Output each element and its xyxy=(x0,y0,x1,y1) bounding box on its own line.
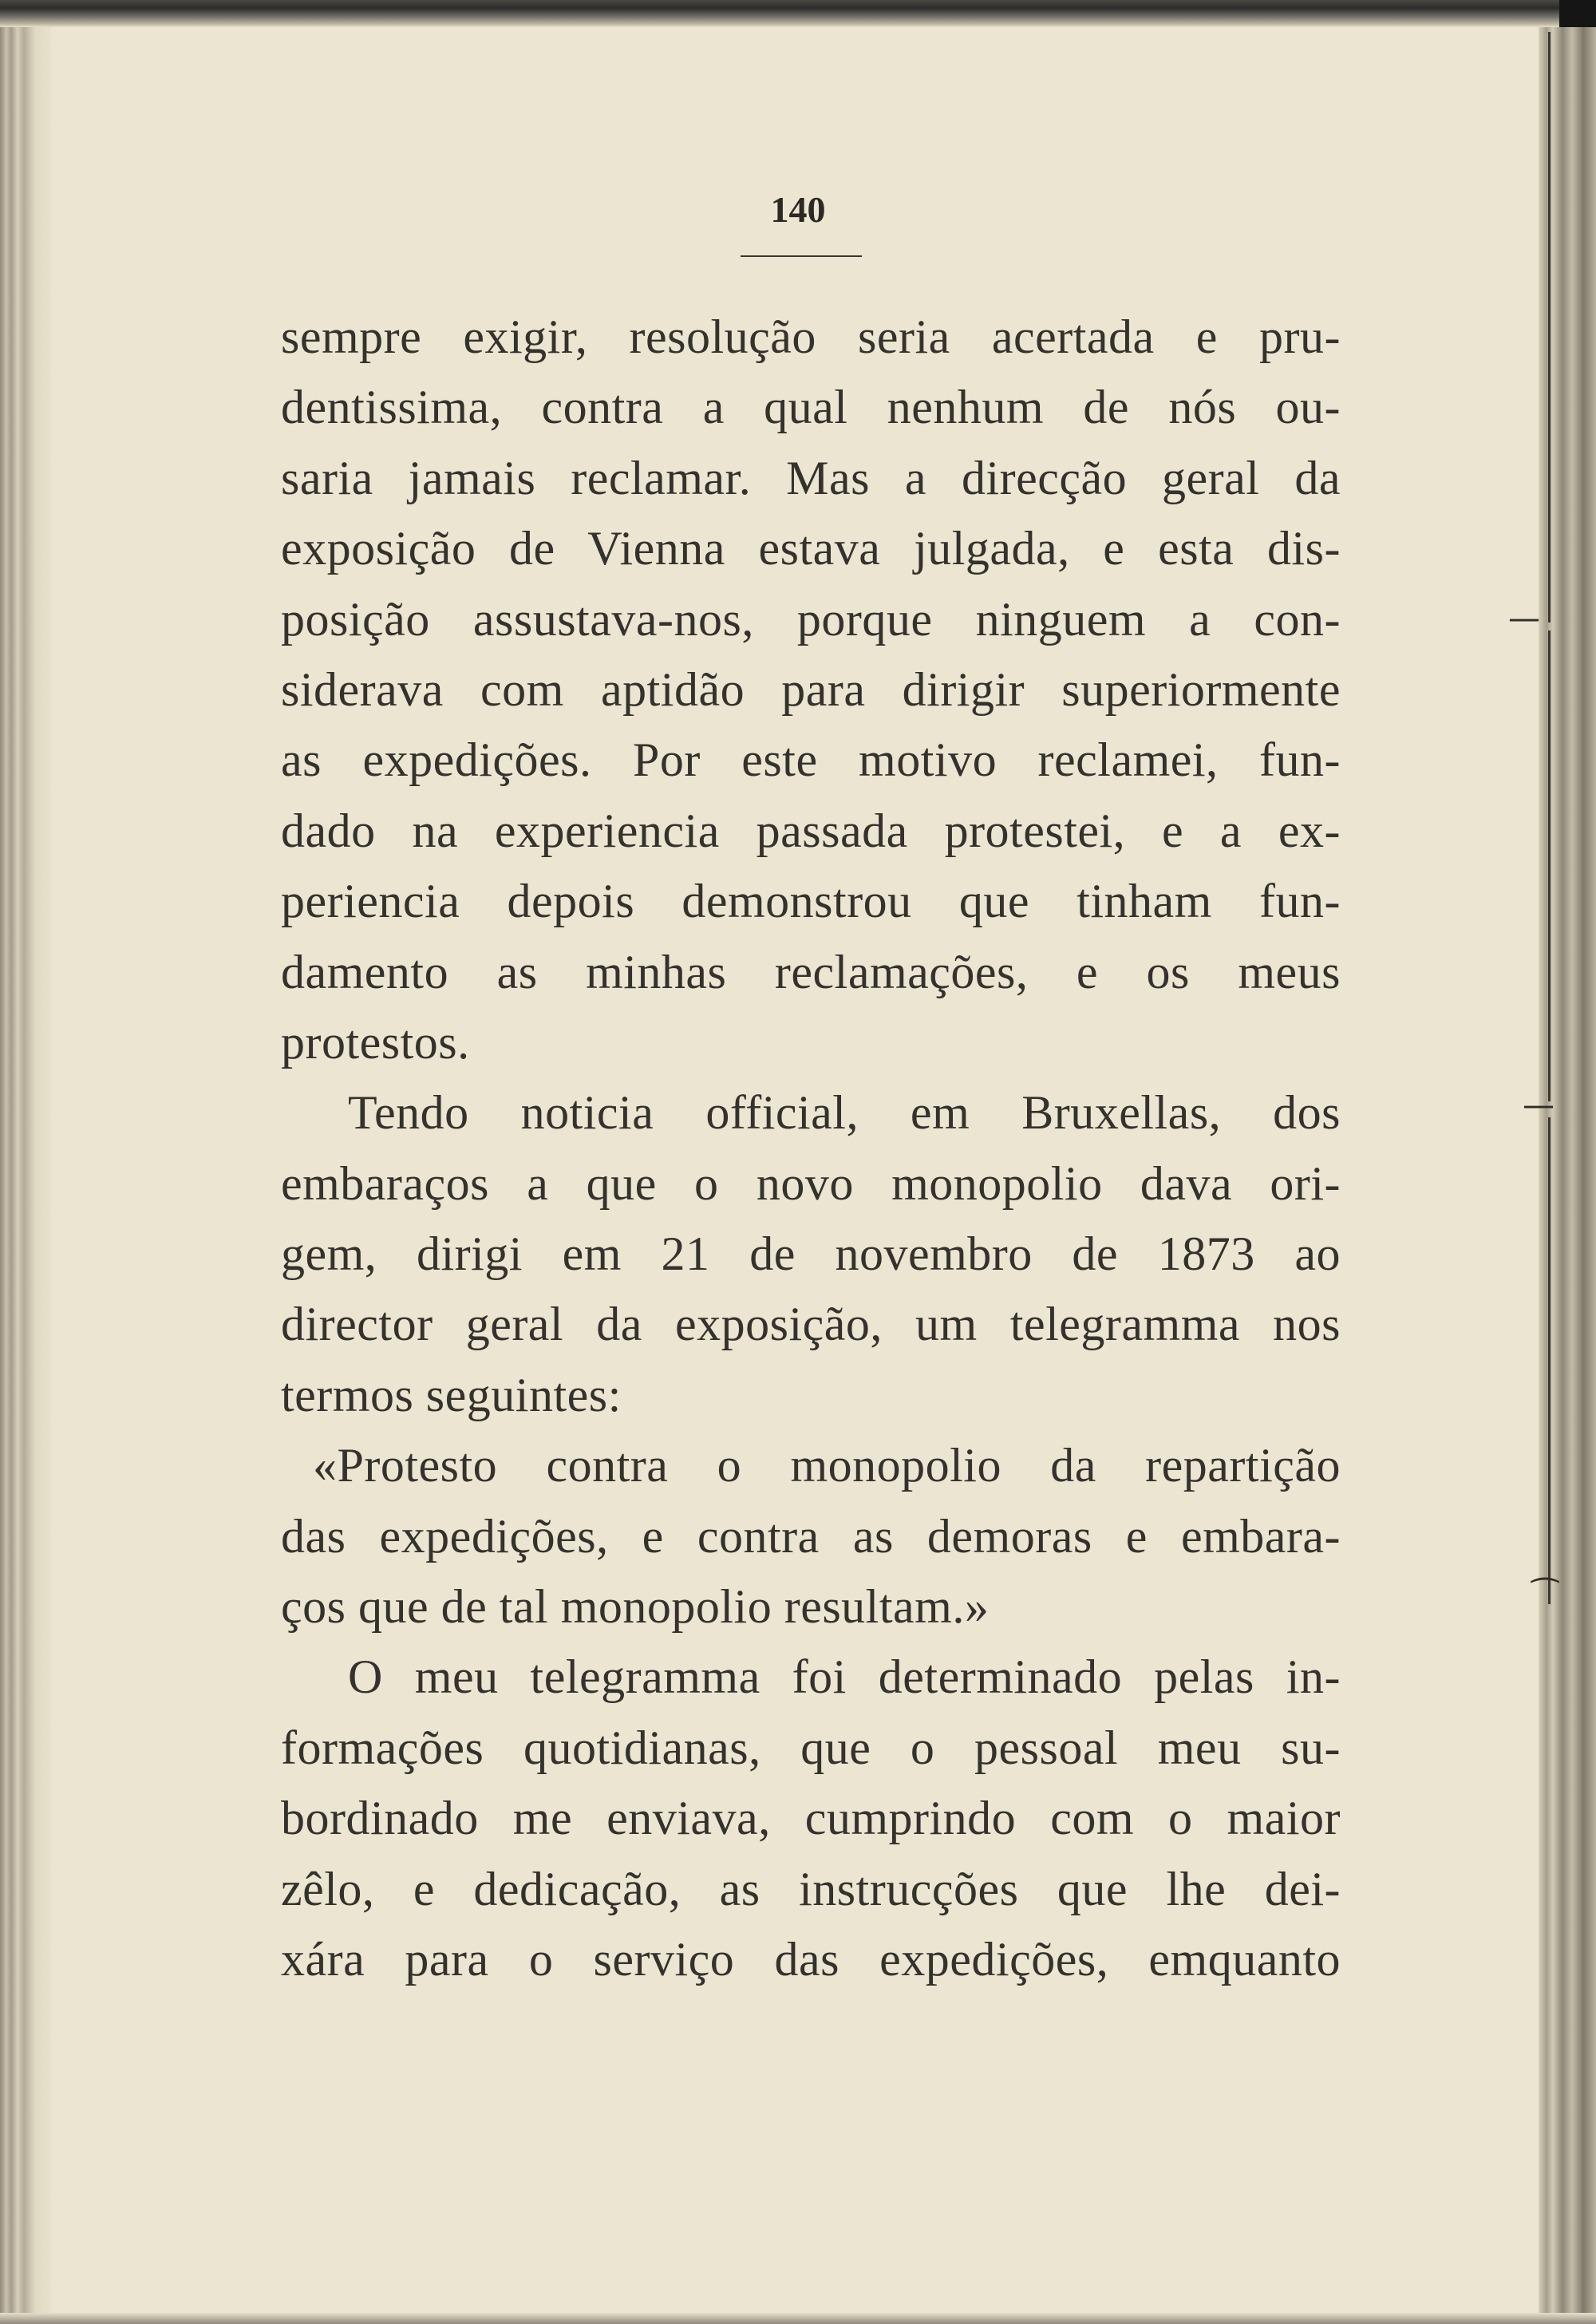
text-line: protestos. xyxy=(281,1015,470,1069)
text-line: bordinado me enviava, cumprindo com o maior xyxy=(281,1792,1341,1845)
text-line: as expedições. Por este motivo reclamei, fun- xyxy=(281,733,1341,787)
text-line: xára para o serviço das expedições, emquanto xyxy=(281,1932,1341,1986)
binding-line-lower xyxy=(1548,1117,1551,1604)
binding-tick-mark: — xyxy=(1523,1087,1555,1124)
text-line: das expedições, e contra as demoras e embara- xyxy=(281,1509,1341,1563)
text-line: formações quotidianas, que o pessoal meu su- xyxy=(281,1721,1341,1774)
text-line: dentissima, contra a qual nenhum de nós ou- xyxy=(281,381,1341,434)
text-line: gem, dirigi em 21 de novembro de 1873 ao xyxy=(281,1227,1341,1281)
text-line: Tendo noticia official, em Bruxellas, dos xyxy=(348,1086,1341,1140)
body-text xyxy=(281,302,1341,1994)
bottom-book-edge xyxy=(0,2313,1596,2324)
binding-tick-mark: ⁀ xyxy=(1532,1579,1558,1615)
text-line: dado na experiencia passada protestei, e a ex- xyxy=(281,804,1341,857)
text-line: ços que de tal monopolio resultam.» xyxy=(281,1580,990,1634)
text-line: O meu telegramma foi determinado pelas in- xyxy=(348,1650,1341,1704)
text-line: exposição de Vienna estava julgada, e esta dis- xyxy=(281,522,1341,575)
text-line: termos seguintes: xyxy=(281,1368,622,1421)
text-line: embaraços a que o novo monopolio dava ori- xyxy=(281,1156,1341,1210)
text-line: siderava com aptidão para dirigir superiormente xyxy=(281,662,1341,716)
top-right-corner-shadow xyxy=(1559,0,1596,27)
text-line: saria jamais reclamar. Mas a direcção geral da xyxy=(281,451,1341,504)
text-line: posição assustava-nos, porque ninguem a con- xyxy=(281,592,1341,646)
left-page-edges xyxy=(0,16,51,2324)
text-line: damento as minhas reclamações, e os meus xyxy=(281,945,1341,998)
text-line: sempre exigir, resolução seria acertada e pru- xyxy=(281,310,1341,363)
binding-line-upper xyxy=(1548,32,1551,622)
top-book-edge xyxy=(0,0,1596,27)
binding-tick-mark: — xyxy=(1508,600,1540,637)
text-line: director geral da exposição, um telegramma nos xyxy=(281,1298,1341,1351)
page-number-rule xyxy=(741,255,862,257)
text-line: zêlo, e dedicação, as instrucções que lhe dei- xyxy=(281,1862,1341,1915)
text-line: «Protesto contra o monopolio da repartição xyxy=(313,1439,1341,1492)
page-number: 140 xyxy=(770,189,826,230)
binding-line-middle xyxy=(1548,630,1551,1101)
text-line: periencia depois demonstrou que tinham fun- xyxy=(281,875,1341,928)
right-page-edges xyxy=(1539,16,1596,2324)
